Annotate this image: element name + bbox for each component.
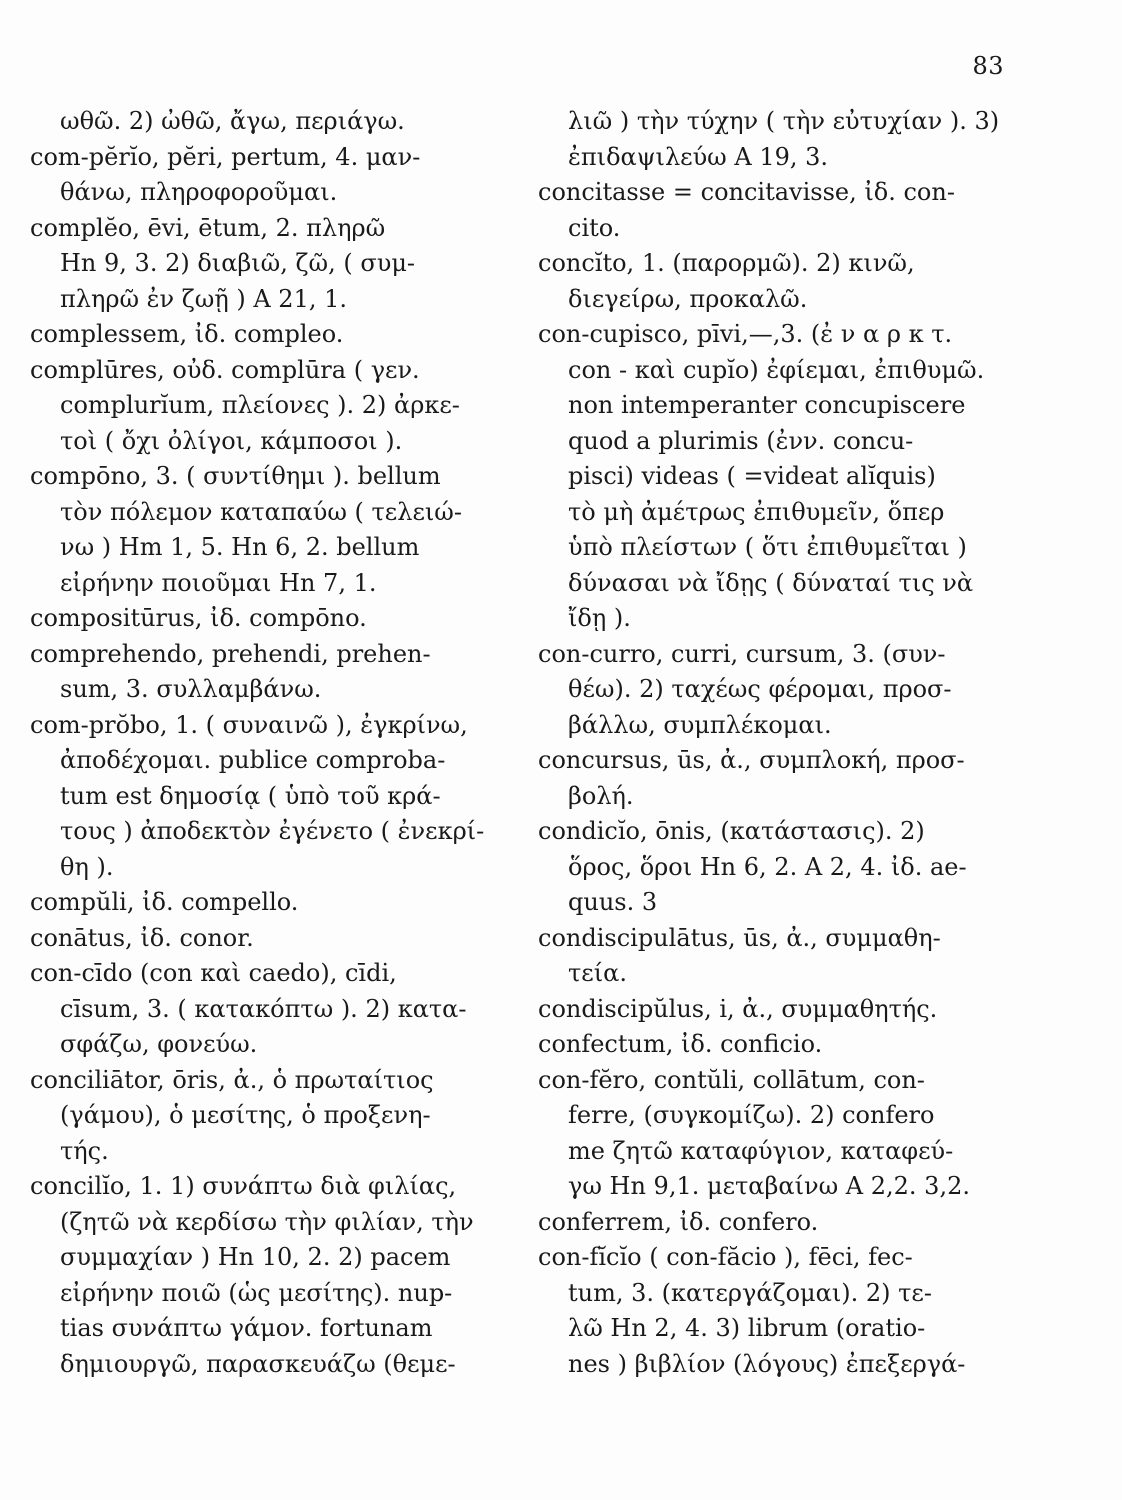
entry-line: compōno, 3. ( συντίθημι ). bellum — [30, 462, 441, 490]
entry-line: compŭli, ἰδ. compello. — [30, 888, 299, 916]
entry-line: θη ). — [60, 852, 114, 881]
entry-line: complurĭum, πλείονες ). 2) ἀρκε- — [60, 391, 460, 419]
entry-line: τους ) ἀποδεκτὸν ἐγένετο ( ἐνεκρί- — [60, 817, 485, 845]
entry-line: θάνω, πληροφοροῦμαι. — [60, 178, 338, 206]
entry-line: τὸ μὴ ἀμέτρως ἐπιθυμεῖν, ὅπερ — [568, 497, 945, 526]
entry-line: comprehendo, prehendi, prehen- — [30, 639, 431, 668]
entry-line: ἐπιδαψιλεύω A 19, 3. — [568, 142, 829, 171]
entry-line: tum, 3. (κατεργάζομαι). 2) τε- — [568, 1278, 932, 1307]
entry-line: con-cīdo (con καὶ caedo), cīdi, — [30, 959, 397, 987]
entry-line: λῶ Hn 2, 4. 3) librum (oratio- — [568, 1314, 926, 1342]
entry-line: βολή. — [568, 781, 634, 810]
entry-line: con-fĕro, contŭli, collātum, con- — [538, 1065, 925, 1094]
entry-line: (ζητῶ νὰ κερδίσω τὴν φιλίαν, τὴν — [60, 1207, 474, 1236]
entry-line: condiscipulātus, ūs, ἀ., συμμαθη- — [538, 923, 941, 952]
entry-line: cito. — [568, 213, 621, 242]
entry-line: cīsum, 3. ( κατακόπτω ). 2) κατα- — [60, 994, 467, 1023]
entry-line: concursus, ūs, ἀ., συμπλοκή, προσ- — [538, 746, 965, 774]
entry-line: sum, 3. συλλαμβάνω. — [60, 675, 322, 703]
entry-line: γω Hn 9,1. μεταβαίνω A 2,2. 3,2. — [568, 1172, 970, 1200]
entry-line: com-prŏbo, 1. ( συναινῶ ), ἐγκρίνω, — [30, 710, 468, 739]
entry-line: συμμαχίαν ) Hn 10, 2. 2) pacem — [60, 1243, 451, 1271]
entry-line: tias συνάπτω γάμον. fortunam — [60, 1314, 433, 1342]
entry-line: ὅρος, ὅροι Hn 6, 2. A 2, 4. ἰδ. ae- — [568, 852, 967, 881]
entry-line: con-cupisco, pīvi,—,3. (ἐ ν α ρ κ τ. — [538, 320, 953, 348]
entry-line: pisci) videas ( =videat alĭquis) — [568, 462, 936, 490]
entry-line: πληρῶ ἐν ζωῇ ) A 21, 1. — [60, 284, 348, 313]
entry-line: θέω). 2) ταχέως φέρομαι, προσ- — [568, 675, 952, 703]
entry-line: non intemperanter concupiscere — [568, 391, 966, 419]
entry-line: Hn 9, 3. 2) διαβιῶ, ζῶ, ( συμ- — [60, 249, 416, 277]
entry-line: ωθῶ. 2) ὠθῶ, ἄγω, περιάγω. — [60, 107, 405, 135]
entry-line: complūres, οὐδ. complūra ( γεν. — [30, 355, 420, 384]
entry-line: con-curro, curri, cursum, 3. (συν- — [538, 639, 946, 668]
entry-line: εἰρήνην ποιῶ (ὡς μεσίτης). nup- — [60, 1278, 453, 1307]
entry-line: τεία. — [568, 959, 627, 987]
entry-line: τής. — [60, 1136, 109, 1165]
entry-line: condiscipŭlus, i, ἀ., συμμαθητής. — [538, 994, 938, 1023]
left-column — [30, 104, 516, 1382]
entry-line: ἀποδέχομαι. publice comproba- — [60, 746, 446, 774]
right-column — [538, 104, 1008, 1382]
entry-line: conātus, ἰδ. conor. — [30, 923, 254, 952]
entry-line: λιῶ ) τὴν τύχην ( τὴν εὐτυχίαν ). 3) — [568, 107, 1000, 135]
entry-line: ἴδῃ ). — [568, 604, 631, 632]
entry-line: ferre, (συγκομίζω). 2) confero — [568, 1101, 935, 1129]
entry-line: com-pĕrĭo, pĕri, pertum, 4. μαν- — [30, 142, 421, 171]
entry-line: δύνασαι νὰ ἴδῃς ( δύναταί τις νὰ — [568, 568, 974, 597]
entry-line: con-fĭcĭo ( con-făcio ), fēci, fec- — [538, 1243, 913, 1271]
entry-line: quus. 3 — [568, 888, 658, 916]
entry-line: σφάζω, φονεύω. — [60, 1030, 258, 1058]
entry-line: concitasse = concitavisse, ἰδ. con- — [538, 178, 955, 206]
entry-line: conferrem, ἰδ. confero. — [538, 1207, 819, 1236]
entry-line: quod a plurimis (ἐνν. concu- — [568, 426, 914, 455]
entry-line: τοὶ ( ὄχι ὀλίγοι, κάμποσοι ). — [60, 426, 403, 455]
entry-line: nes ) βιβλίον (λόγους) ἐπεξεργά- — [568, 1349, 966, 1378]
entry-line: complĕo, ēvi, ētum, 2. πληρῶ — [30, 213, 386, 242]
entry-line: νω ) Hm 1, 5. Hn 6, 2. bellum — [60, 533, 420, 561]
entry-line: βάλλω, συμπλέκομαι. — [568, 710, 832, 739]
entry-line: εἰρήνην ποιοῦμαι Hn 7, 1. — [60, 568, 377, 597]
page-number: 83 — [972, 52, 1004, 80]
entry-line: compositūrus, ἰδ. compōno. — [30, 604, 367, 632]
entry-line: διεγείρω, προκαλῶ. — [568, 284, 808, 313]
entry-line: (γάμου), ὁ μεσίτης, ὁ προξενη- — [60, 1101, 431, 1129]
entry-line: ὑπὸ πλείστων ( ὅτι ἐπιθυμεῖται ) — [568, 533, 967, 561]
entry-line: τὸν πόλεμον καταπαύω ( τελειώ- — [60, 497, 462, 526]
entry-line: confectum, ἰδ. conficio. — [538, 1030, 823, 1058]
entry-line: complessem, ἰδ. compleo. — [30, 320, 344, 348]
entry-line: con - καὶ cupĭo) ἐφίεμαι, ἐπιθυμῶ. — [568, 355, 985, 384]
entry-line: concilĭo, 1. 1) συνάπτω διὰ φιλίας, — [30, 1172, 457, 1200]
entry-line: tum est δημοσίᾳ ( ὑπὸ τοῦ κρά- — [60, 781, 441, 810]
entry-line: δημιουργῶ, παρασκευάζω (θεμε- — [60, 1349, 456, 1378]
entry-line: me ζητῶ καταφύγιον, καταφεύ- — [568, 1136, 954, 1165]
entry-line: condicĭo, ōnis, (κατάστασις). 2) — [538, 817, 925, 845]
entry-line: conciliātor, ōris, ἀ., ὁ πρωταίτιος — [30, 1065, 434, 1094]
entry-line: concĭto, 1. (παρορμῶ). 2) κινῶ, — [538, 249, 915, 277]
